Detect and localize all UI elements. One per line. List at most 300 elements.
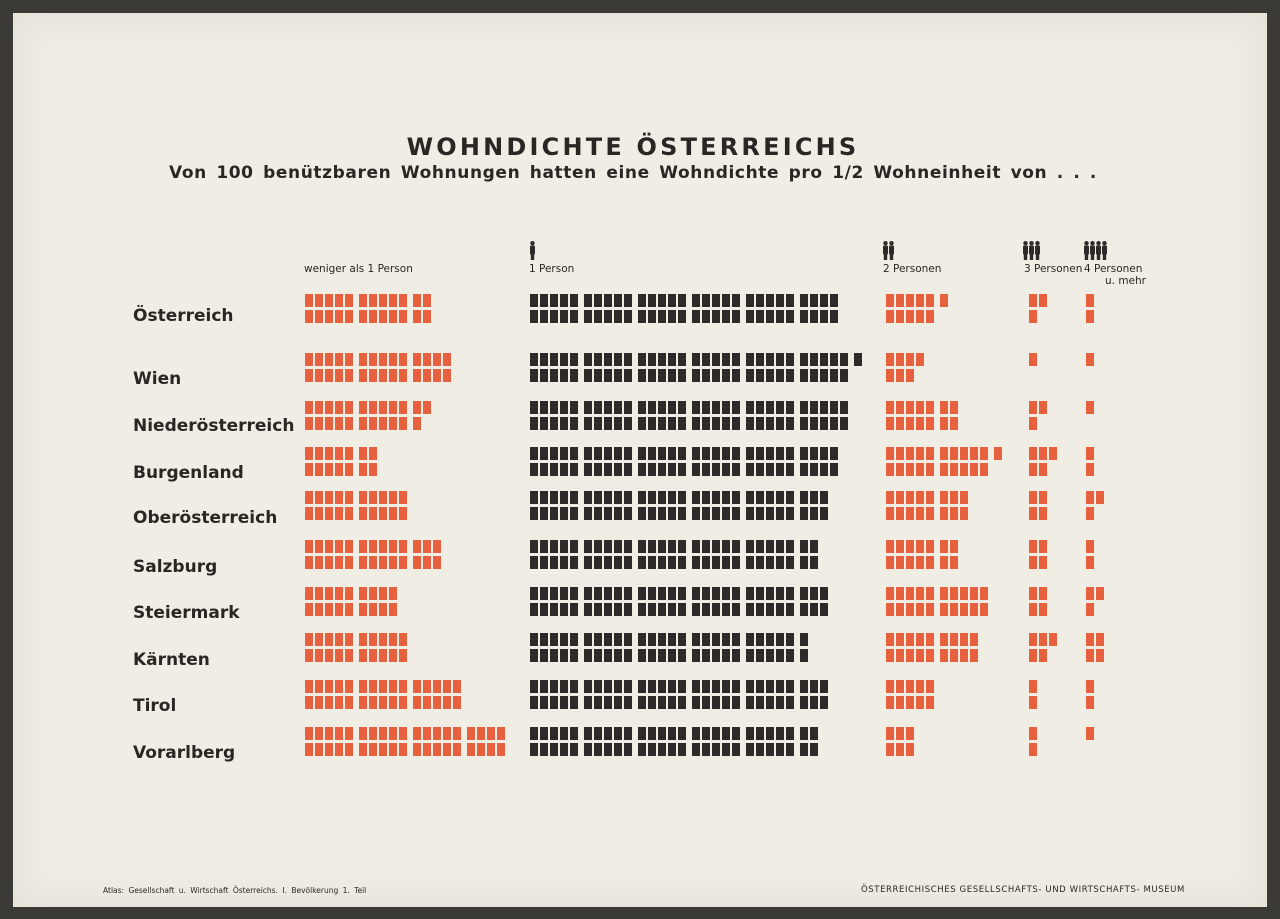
cell bbox=[800, 353, 808, 366]
cell bbox=[886, 587, 894, 600]
cell bbox=[702, 353, 710, 366]
cell bbox=[940, 603, 948, 616]
cell bbox=[980, 447, 988, 460]
cell bbox=[702, 633, 710, 646]
person-figure bbox=[1029, 241, 1034, 260]
cell bbox=[712, 587, 720, 600]
cell bbox=[638, 587, 646, 600]
cell bbox=[1029, 603, 1037, 616]
cell bbox=[325, 294, 333, 307]
cell bbox=[950, 587, 958, 600]
cell bbox=[315, 507, 323, 520]
cell bbox=[648, 696, 656, 709]
cell bbox=[960, 447, 968, 460]
cell bbox=[389, 696, 397, 709]
cell bbox=[560, 680, 568, 693]
cell bbox=[800, 369, 808, 382]
cell bbox=[423, 401, 431, 414]
cell bbox=[453, 696, 461, 709]
cell bbox=[692, 401, 700, 414]
chart-subtitle: Von 100 benützbaren Wohnungen hatten eine Wohndichte pro 1/2 Wohneinheit von . . . bbox=[169, 163, 1097, 183]
cell bbox=[369, 633, 377, 646]
cell bbox=[692, 649, 700, 662]
cell bbox=[379, 680, 387, 693]
cell bbox=[722, 417, 730, 430]
cell bbox=[732, 603, 740, 616]
chart-row-8 bbox=[305, 680, 1094, 709]
cell bbox=[960, 587, 968, 600]
cell bbox=[722, 649, 730, 662]
cell bbox=[359, 491, 367, 504]
cell bbox=[624, 696, 632, 709]
chart-row-9 bbox=[305, 727, 1094, 756]
cell bbox=[399, 401, 407, 414]
cell bbox=[530, 633, 538, 646]
cell bbox=[359, 417, 367, 430]
cell bbox=[1049, 633, 1057, 646]
cell bbox=[335, 491, 343, 504]
cell bbox=[692, 294, 700, 307]
cell bbox=[1039, 587, 1047, 600]
cell bbox=[540, 727, 548, 740]
cell bbox=[550, 680, 558, 693]
series-4-row-3 bbox=[1086, 447, 1094, 476]
cell bbox=[1086, 633, 1094, 646]
cell bbox=[702, 696, 710, 709]
cell bbox=[1086, 491, 1094, 504]
cell bbox=[712, 447, 720, 460]
cell bbox=[604, 369, 612, 382]
cell bbox=[345, 680, 353, 693]
cell bbox=[325, 540, 333, 553]
cell bbox=[638, 417, 646, 430]
cell bbox=[896, 649, 904, 662]
cell bbox=[325, 556, 333, 569]
cell bbox=[624, 447, 632, 460]
cell bbox=[369, 649, 377, 662]
cell bbox=[335, 680, 343, 693]
cell bbox=[776, 417, 784, 430]
cell bbox=[530, 680, 538, 693]
cell bbox=[550, 540, 558, 553]
cell bbox=[668, 310, 676, 323]
cell bbox=[638, 633, 646, 646]
person-figure bbox=[1035, 241, 1040, 260]
series-0-row-4 bbox=[305, 491, 407, 520]
cell bbox=[315, 540, 323, 553]
cell bbox=[315, 353, 323, 366]
cell bbox=[1086, 587, 1094, 600]
cell bbox=[369, 294, 377, 307]
cell bbox=[950, 603, 958, 616]
cell bbox=[1029, 743, 1037, 756]
cell bbox=[359, 727, 367, 740]
cell bbox=[950, 556, 958, 569]
row-label-burgenland: Burgenland bbox=[133, 463, 244, 483]
cell bbox=[345, 696, 353, 709]
cell bbox=[810, 401, 818, 414]
cell bbox=[926, 680, 934, 693]
series-2-row-7 bbox=[886, 633, 978, 662]
cell bbox=[756, 310, 764, 323]
pictogram-chart bbox=[13, 13, 1267, 907]
series-2-row-6 bbox=[886, 587, 988, 616]
cell bbox=[594, 401, 602, 414]
cell bbox=[820, 447, 828, 460]
cell bbox=[722, 310, 730, 323]
cell bbox=[692, 417, 700, 430]
cell bbox=[467, 743, 475, 756]
cell bbox=[950, 540, 958, 553]
cell bbox=[648, 463, 656, 476]
cell bbox=[810, 491, 818, 504]
series-1-row-5 bbox=[530, 540, 818, 569]
cell bbox=[359, 401, 367, 414]
cell bbox=[702, 491, 710, 504]
cell bbox=[886, 603, 894, 616]
cell bbox=[540, 491, 548, 504]
cell bbox=[896, 556, 904, 569]
series-2-row-1 bbox=[886, 353, 924, 382]
cell bbox=[840, 353, 848, 366]
cell bbox=[614, 556, 622, 569]
cell bbox=[433, 353, 441, 366]
cell bbox=[940, 447, 948, 460]
cell bbox=[335, 587, 343, 600]
series-2-row-4 bbox=[886, 491, 968, 520]
cell bbox=[678, 556, 686, 569]
cell bbox=[746, 369, 754, 382]
cell bbox=[1086, 401, 1094, 414]
cell bbox=[746, 727, 754, 740]
cell bbox=[702, 507, 710, 520]
cell bbox=[906, 696, 914, 709]
cell bbox=[550, 727, 558, 740]
cell bbox=[379, 417, 387, 430]
cell bbox=[1039, 491, 1047, 504]
cell bbox=[886, 417, 894, 430]
cell bbox=[692, 603, 700, 616]
cell bbox=[746, 587, 754, 600]
cell bbox=[560, 463, 568, 476]
cell bbox=[345, 447, 353, 460]
cell bbox=[413, 401, 421, 414]
cell bbox=[1029, 310, 1037, 323]
cell bbox=[540, 649, 548, 662]
cell bbox=[325, 447, 333, 460]
cell bbox=[614, 353, 622, 366]
cell bbox=[433, 727, 441, 740]
cell bbox=[413, 540, 421, 553]
cell bbox=[648, 417, 656, 430]
cell bbox=[668, 633, 676, 646]
cell bbox=[570, 587, 578, 600]
cell bbox=[369, 310, 377, 323]
cell bbox=[423, 680, 431, 693]
cell bbox=[668, 507, 676, 520]
cell bbox=[648, 507, 656, 520]
cell bbox=[800, 633, 808, 646]
cell bbox=[638, 603, 646, 616]
cell bbox=[648, 556, 656, 569]
cell bbox=[906, 447, 914, 460]
cell bbox=[570, 310, 578, 323]
cell bbox=[950, 649, 958, 662]
cell bbox=[668, 401, 676, 414]
cell bbox=[926, 633, 934, 646]
cell bbox=[820, 587, 828, 600]
cell bbox=[379, 743, 387, 756]
cell bbox=[638, 463, 646, 476]
cell bbox=[820, 369, 828, 382]
cell bbox=[530, 556, 538, 569]
cell bbox=[550, 417, 558, 430]
cell bbox=[443, 369, 451, 382]
cell bbox=[648, 633, 656, 646]
cell bbox=[1029, 556, 1037, 569]
cell bbox=[345, 401, 353, 414]
cell bbox=[678, 633, 686, 646]
cell bbox=[766, 680, 774, 693]
cell bbox=[570, 294, 578, 307]
cell bbox=[820, 294, 828, 307]
cell bbox=[540, 540, 548, 553]
cell bbox=[315, 491, 323, 504]
cell bbox=[614, 310, 622, 323]
cell bbox=[345, 540, 353, 553]
cell bbox=[315, 556, 323, 569]
cell bbox=[732, 696, 740, 709]
cell bbox=[614, 587, 622, 600]
cell bbox=[776, 649, 784, 662]
cell bbox=[896, 463, 904, 476]
cell bbox=[746, 507, 754, 520]
cell bbox=[722, 447, 730, 460]
cell bbox=[550, 556, 558, 569]
cell bbox=[712, 401, 720, 414]
cell bbox=[399, 369, 407, 382]
cell bbox=[960, 491, 968, 504]
cell bbox=[800, 491, 808, 504]
cell bbox=[940, 294, 948, 307]
cell bbox=[776, 491, 784, 504]
cell bbox=[810, 540, 818, 553]
cell bbox=[399, 727, 407, 740]
cell bbox=[379, 649, 387, 662]
series-1-row-9 bbox=[530, 727, 818, 756]
cell bbox=[916, 696, 924, 709]
cell bbox=[886, 491, 894, 504]
cell bbox=[345, 491, 353, 504]
cell bbox=[766, 587, 774, 600]
cell bbox=[305, 633, 313, 646]
cell bbox=[413, 696, 421, 709]
cell bbox=[786, 294, 794, 307]
cell bbox=[379, 556, 387, 569]
cell bbox=[668, 743, 676, 756]
cell bbox=[906, 587, 914, 600]
cell bbox=[840, 417, 848, 430]
cell bbox=[540, 507, 548, 520]
cell bbox=[692, 310, 700, 323]
chart-row-6 bbox=[305, 587, 1104, 616]
cell bbox=[692, 680, 700, 693]
cell bbox=[594, 633, 602, 646]
cell bbox=[886, 743, 894, 756]
cell bbox=[433, 680, 441, 693]
cell bbox=[604, 540, 612, 553]
cell bbox=[732, 353, 740, 366]
cell bbox=[359, 294, 367, 307]
cell bbox=[560, 294, 568, 307]
series-0-row-1 bbox=[305, 353, 451, 382]
cell bbox=[746, 417, 754, 430]
cell bbox=[614, 743, 622, 756]
cell bbox=[638, 310, 646, 323]
cell bbox=[550, 294, 558, 307]
cell bbox=[830, 401, 838, 414]
cell bbox=[896, 696, 904, 709]
cell bbox=[668, 540, 676, 553]
cell bbox=[702, 401, 710, 414]
cell bbox=[335, 556, 343, 569]
cell bbox=[305, 507, 313, 520]
cell bbox=[746, 540, 754, 553]
cell bbox=[970, 649, 978, 662]
cell bbox=[604, 463, 612, 476]
cell bbox=[315, 447, 323, 460]
cell bbox=[560, 353, 568, 366]
cell bbox=[550, 603, 558, 616]
cell bbox=[305, 401, 313, 414]
cell bbox=[906, 633, 914, 646]
cell bbox=[550, 696, 558, 709]
cell bbox=[886, 310, 894, 323]
cell bbox=[604, 743, 612, 756]
series-4-row-1 bbox=[1086, 353, 1094, 366]
cell bbox=[359, 556, 367, 569]
cell bbox=[746, 353, 754, 366]
cell bbox=[594, 417, 602, 430]
series-0-row-5 bbox=[305, 540, 441, 569]
cell bbox=[604, 649, 612, 662]
cell bbox=[369, 447, 377, 460]
cell bbox=[960, 507, 968, 520]
cell bbox=[712, 603, 720, 616]
cell bbox=[668, 294, 676, 307]
cell bbox=[315, 633, 323, 646]
cell bbox=[786, 310, 794, 323]
cell bbox=[423, 743, 431, 756]
cell bbox=[678, 587, 686, 600]
cell bbox=[359, 680, 367, 693]
series-2-row-3 bbox=[886, 447, 1002, 476]
column-header-p4: 4 Personen bbox=[1084, 263, 1143, 275]
cell bbox=[1029, 649, 1037, 662]
cell bbox=[638, 680, 646, 693]
cell bbox=[906, 556, 914, 569]
cell bbox=[668, 353, 676, 366]
cell bbox=[896, 743, 904, 756]
cell bbox=[345, 649, 353, 662]
cell bbox=[624, 353, 632, 366]
cell bbox=[305, 369, 313, 382]
cell bbox=[886, 680, 894, 693]
cell bbox=[712, 417, 720, 430]
cell bbox=[668, 603, 676, 616]
cell bbox=[560, 556, 568, 569]
cell bbox=[604, 696, 612, 709]
cell bbox=[800, 696, 808, 709]
cell bbox=[335, 447, 343, 460]
cell bbox=[776, 353, 784, 366]
cell bbox=[570, 743, 578, 756]
series-0-row-8 bbox=[305, 680, 461, 709]
cell bbox=[305, 603, 313, 616]
cell bbox=[315, 463, 323, 476]
cell bbox=[335, 603, 343, 616]
cell bbox=[359, 507, 367, 520]
cell bbox=[560, 401, 568, 414]
cell bbox=[916, 649, 924, 662]
cell bbox=[820, 401, 828, 414]
cell bbox=[359, 353, 367, 366]
cell bbox=[916, 447, 924, 460]
cell bbox=[786, 556, 794, 569]
cell bbox=[369, 369, 377, 382]
cell bbox=[335, 507, 343, 520]
cell bbox=[614, 540, 622, 553]
person-figure bbox=[1096, 241, 1101, 260]
cell bbox=[886, 447, 894, 460]
cell bbox=[746, 401, 754, 414]
cell bbox=[658, 556, 666, 569]
cell bbox=[854, 353, 862, 366]
cell bbox=[305, 556, 313, 569]
cell bbox=[926, 540, 934, 553]
cell bbox=[604, 633, 612, 646]
cell bbox=[678, 727, 686, 740]
cell bbox=[413, 680, 421, 693]
cell bbox=[540, 587, 548, 600]
cell bbox=[550, 447, 558, 460]
cell bbox=[530, 353, 538, 366]
cell bbox=[560, 507, 568, 520]
cell bbox=[399, 633, 407, 646]
cell bbox=[830, 369, 838, 382]
cell bbox=[702, 310, 710, 323]
cell bbox=[399, 556, 407, 569]
cell bbox=[702, 556, 710, 569]
cell bbox=[830, 447, 838, 460]
cell bbox=[399, 507, 407, 520]
cell bbox=[678, 603, 686, 616]
cell bbox=[315, 727, 323, 740]
cell bbox=[940, 507, 948, 520]
cell bbox=[305, 743, 313, 756]
cell bbox=[1086, 294, 1094, 307]
cell bbox=[638, 727, 646, 740]
cell bbox=[648, 491, 656, 504]
cell bbox=[886, 369, 894, 382]
cell bbox=[800, 540, 808, 553]
cell bbox=[766, 294, 774, 307]
cell bbox=[712, 540, 720, 553]
series-0-row-2 bbox=[305, 401, 431, 430]
cell bbox=[624, 369, 632, 382]
cell bbox=[712, 649, 720, 662]
cell bbox=[399, 294, 407, 307]
